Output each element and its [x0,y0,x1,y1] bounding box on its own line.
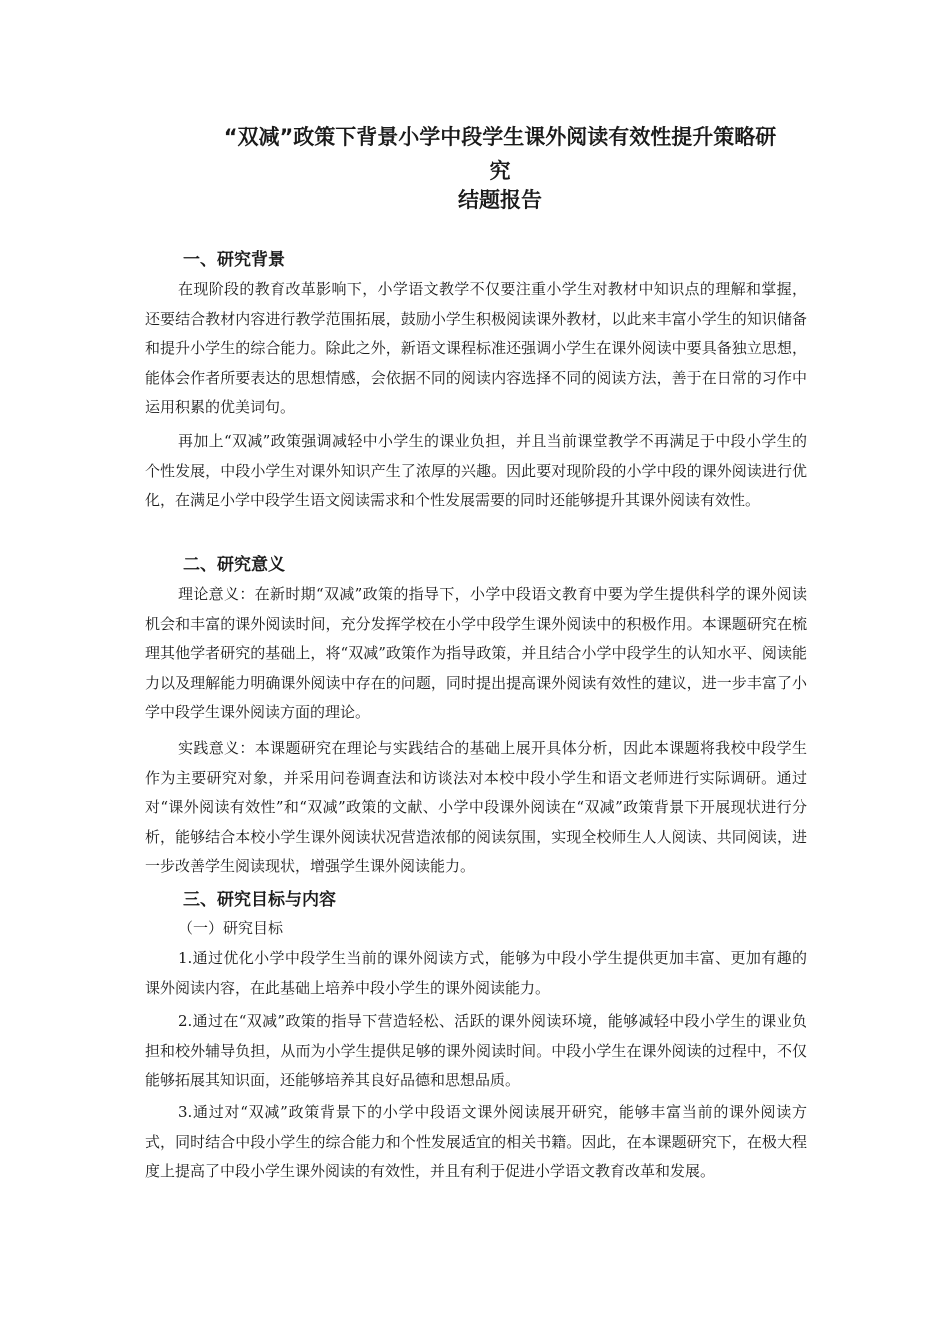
document-subtitle: 结题报告 [458,188,542,212]
section-heading-significance: 二、研究意义 [183,555,285,575]
section-heading-goals: 三、研究目标与内容 [183,890,336,910]
section-heading-background: 一、研究背景 [183,250,285,270]
paragraph-significance-theory: 理论意义：在新时期“双减”政策的指导下，小学中段语文教育中要为学生提供科学的课外阅读机会和丰富的课外阅读时间，充分发挥学校在小学中段学生课外阅读中的积极作用。本课题研究在梳理其他学者研究的基础上，将“双减”政策作为指导政策，并且结合小学中段学生的认知水平、阅读能力以及理解能力明确课外阅读中存在的问题，同时提出提高课外阅读有效性的建议，进一步丰富了小学中段学生课外阅读方面的理论。 [145,585,807,721]
paragraph-background-1: 在现阶段的教育改革影响下，小学语文教学不仅要注重小学生对教材中知识点的理解和掌握，还要结合教材内容进行教学范围拓展，鼓励小学生积极阅读课外教材，以此来丰富小学生的知识储备和提升小学生的综合能力。除此之外，新语文课程标准还强调小学生在课外阅读中要具备独立思想，能体会作者所要表达的思想情感，会依据不同的阅读内容选择不同的阅读方法，善于在日常的习作中运用积累的优美词句。 [145,280,807,416]
goal-item-3: 3.通过对“双减”政策背景下的小学中段语文课外阅读展开研究，能够丰富当前的课外阅读方式，同时结合中段小学生的综合能力和个性发展适宜的相关书籍。因此，在本课题研究下，在极大程度上提高了中段小学生课外阅读的有效性，并且有利于促进小学语文教育改革和发展。 [145,1103,807,1180]
paragraph-background-2: 再加上“双减”政策强调减轻中小学生的课业负担，并且当前课堂教学不再满足于中段小学生的个性发展，中段小学生对课外知识产生了浓厚的兴趣。因此要对现阶段的小学中段的课外阅读进行优化，在满足小学中段学生语文阅读需求和个性发展需要的同时还能够提升其课外阅读有效性。 [145,432,807,509]
document-title-line-1: “双减”政策下背景小学中段学生课外阅读有效性提升策略研 [223,125,777,149]
goal-item-2: 2.通过在“双减”政策的指导下营造轻松、活跃的课外阅读环境，能够减轻中段小学生的课业负担和校外辅导负担，从而为小学生提供足够的课外阅读时间。中段小学生在课外阅读的过程中，不仅能够拓展其知识面，还能够培养其良好品德和思想品质。 [145,1012,807,1089]
document-title-line-2: 究 [489,159,511,183]
goal-item-1: 1.通过优化小学中段学生当前的课外阅读方式，能够为中段小学生提供更加丰富、更加有趣的课外阅读内容，在此基础上培养中段小学生的课外阅读能力。 [145,949,807,997]
paragraph-significance-practice: 实践意义：本课题研究在理论与实践结合的基础上展开具体分析，因此本课题将我校中段学生作为主要研究对象，并采用问卷调查法和访谈法对本校中段小学生和语文老师进行实际调研。通过对“课外阅读有效性”和“双减”政策的文献、小学中段课外阅读在“双减”政策背景下开展现状进行分析，能够结合本校小学生课外阅读状况营造浓郁的阅读氛围，实现全校师生人人阅读、共同阅读，进一步改善学生阅读现状，增强学生课外阅读能力。 [145,739,807,875]
subsection-heading-goals: （一）研究目标 [178,919,284,937]
